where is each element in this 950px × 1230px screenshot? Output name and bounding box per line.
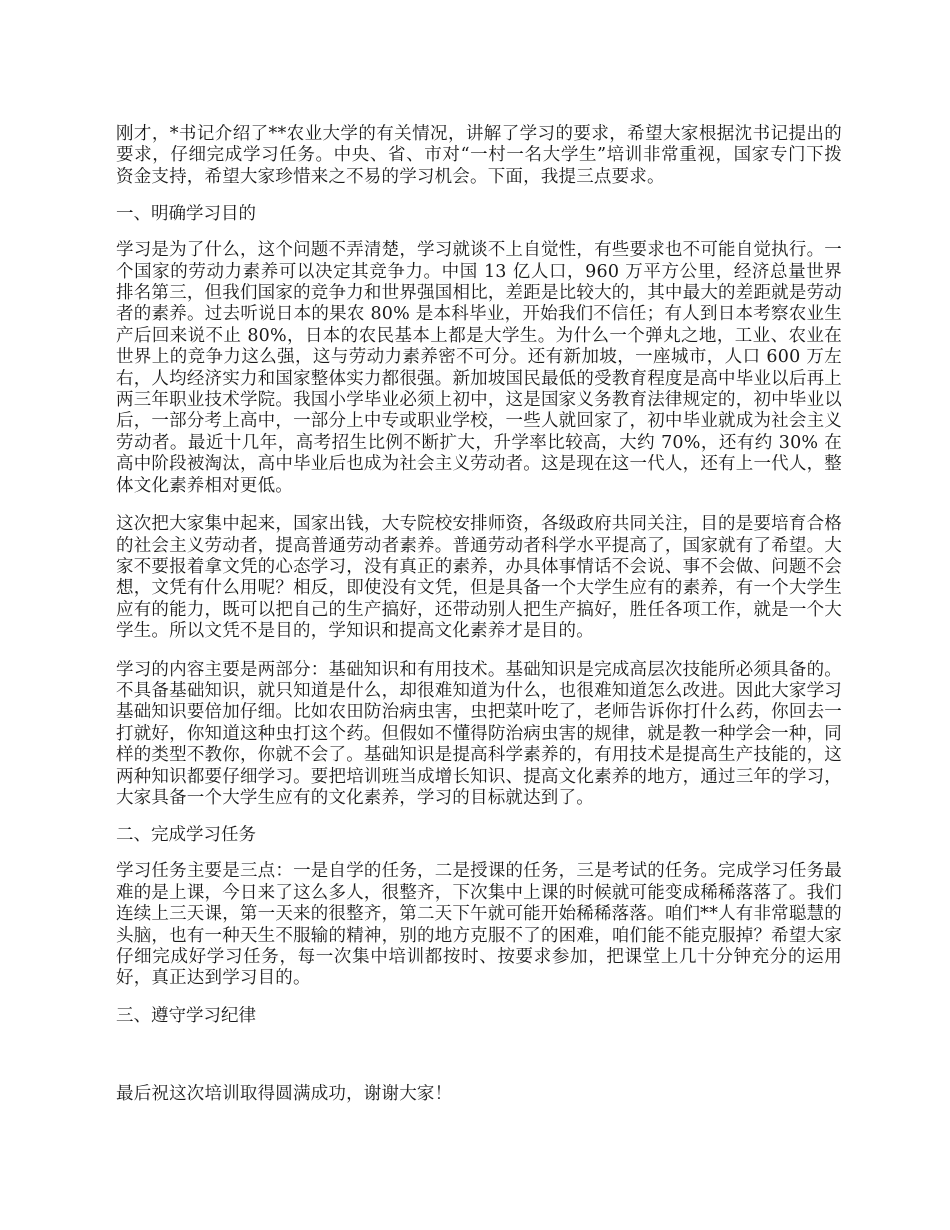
- intro-paragraph: 刚才，*书记介绍了**农业大学的有关情况，讲解了学习的要求，希望大家根据沈书记提出的要求，仔细完成学习任务。中央、省、市对“一村一名大学生”培训非常重视，国家专门下拨资金支持，希望大家珍惜来之不易的学习机会。下面，我提三点要求。: [116, 124, 842, 187]
- section-heading-3: 三、遵守学习纪律: [116, 1005, 256, 1026]
- section1-paragraph-2: 这次把大家集中起来，国家出钱，大专院校安排师资，各级政府共同关注，目的是要培育合格的社会主义劳动者，提高普通劳动者素养。普通劳动者科学水平提高了，国家就有了希望。大家不要报着拿文凭的心态学习，没有真正的素养，办具体事情话不会说、事不会做、问题不会想，文凭有什么用呢？相反，即使没有文凭，但是具备一个大学生应有的素养，有一个大学生应有的能力，既可以把自己的生产搞好，还带动别人把生产搞好，胜任各项工作，就是一个大学生。所以文凭不是目的，学知识和提高文化素养才是目的。: [116, 514, 842, 642]
- document-body: [116, 124, 842, 1105]
- section2-paragraph-1: 学习任务主要是三点：一是自学的任务，二是授课的任务，三是考试的任务。完成学习任务最难的是上课，今日来了这么多人，很整齐，下次集中上课的时候就可能变成稀稀落落了。我们连续上三天课，第一天来的很整齐，第二天下午就可能开始稀稀落落。咱们**人有非常聪慧的头脑，也有一种天生不服输的精神，别的地方克服不了的困难，咱们能不能克服掉？希望大家仔细完成好学习任务，每一次集中培训都按时、按要求参加，把课堂上几十分钟充分的运用好，真正达到学习目的。: [116, 861, 842, 989]
- section-heading-1: 一、明确学习目的: [116, 204, 256, 225]
- section1-paragraph-1: 学习是为了什么，这个问题不弄清楚，学习就谈不上自觉性，有些要求也不可能自觉执行。一个国家的劳动力素养可以决定其竞争力。中国 13 亿人口，960 万平方公里，经济总量世界排名第三，但我们国家的竞争力和世界强国相比，差距是比较大的，其中最大的差距就是劳动者的素养。过去听说日本的果农 80% 是本科毕业，开始我们不信任；有人到日本考察农业生产后回来说不止 80%，日本的农民基本上都是大学生。为什么一个弹丸之地，工业、农业在世界上的竞争力这么强，这与劳动力素养密不可分。还有新加坡，一座城市，人口 600 万左右，人均经济实力和国家整体实力都很强。新加坡国民最低的受教育程度是高中毕业以后再上两三年职业技术学院。我国小学毕业必须上初中，这是国家义务教育法律规定的，初中毕业以后，一部分考上高中，一部分上中专或职业学校，一些人就回家了，初中毕业就成为社会主义劳动者。最近十几年，高考招生比例不断扩大，升学率比较高，大约 70%，还有约 30% 在高中阶段被淘汰，高中毕业后也成为社会主义劳动者。这是现在这一代人，还有上一代人，整体文化素养相对更低。: [116, 240, 842, 496]
- section-heading-2: 二、完成学习任务: [116, 825, 256, 846]
- closing-paragraph: 最后祝这次培训取得圆满成功，谢谢大家！: [116, 1083, 453, 1104]
- section1-paragraph-3: 学习的内容主要是两部分：基础知识和有用技术。基础知识是完成高层次技能所必须具备的。不具备基础知识，就只知道是什么，却很难知道为什么，也很难知道怎么改进。因此大家学习基础知识要倍加仔细。比如农田防治病虫害，虫把菜叶吃了，老师告诉你打什么药，你回去一打就好，你知道这种虫打这个药。但假如不懂得防治病虫害的规律，就是教一种学会一种，同样的类型不教你，你就不会了。基础知识是提高科学素养的，有用技术是提高生产技能的，这两种知识都要仔细学习。要把培训班当成增长知识、提高文化素养的地方，通过三年的学习，大家具备一个大学生应有的文化素养，学习的目标就达到了。: [116, 659, 842, 808]
